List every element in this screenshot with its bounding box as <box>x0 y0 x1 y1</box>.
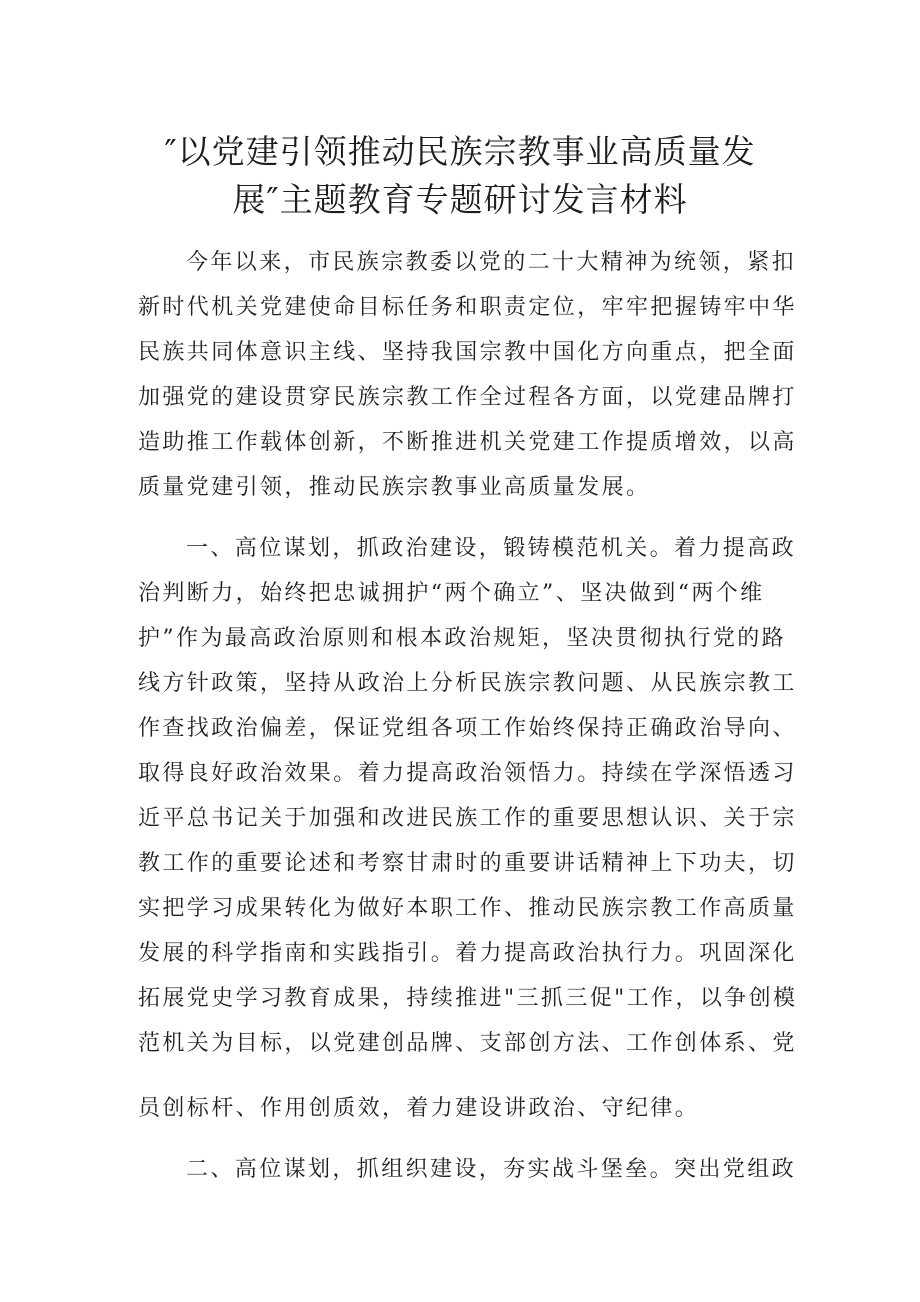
text-line: 今年以来，市民族宗教委以党的二十大精神为统领，紧扣 <box>186 250 797 275</box>
text-line: 作查找政治偏差，保证党组各项工作始终保持正确政治导向、 <box>138 716 797 741</box>
text-line: 二、高位谋划，抓组织建设，夯实战斗堡垒。突出党组政 <box>186 1157 797 1182</box>
text-line: 发展的科学指南和实践指引。着力提高政治执行力。巩固深化 <box>138 941 797 966</box>
text-line: 治判断力，始终把忠诚拥护“两个确立”、坚决做到“两个维 <box>138 581 765 606</box>
text-line: 加强党的建设贯穿民族宗教工作全过程各方面，以党建品牌打 <box>138 385 797 410</box>
text-line: 拓展党史学习教育成果，持续推进"三抓三促"工作，以争创模 <box>138 986 798 1011</box>
text-line: 质量党建引领，推动民族宗教事业高质量发展。 <box>138 475 651 500</box>
text-line: 护”作为最高政治原则和根本政治规矩，坚决贯彻执行党的路 <box>138 626 787 651</box>
text-line: 线方针政策，坚持从政治上分析民族宗教问题、从民族宗教工 <box>138 671 797 696</box>
text-line: 新时代机关党建使命目标任务和职责定位，牢牢把握铸牢中华 <box>138 295 797 320</box>
paragraph-section-1 <box>138 526 798 1131</box>
paragraph-section-2 <box>138 1147 798 1192</box>
document-body <box>138 240 798 1192</box>
line-gap <box>138 1066 798 1086</box>
text-line: 造助推工作载体创新，不断推进机关党建工作提质增效，以高 <box>138 430 797 455</box>
title-line: ″以党建引领推动民族宗教事业高质量发 <box>164 132 756 171</box>
document-title <box>120 128 800 224</box>
text-line: 取得良好政治效果。着力提高政治领悟力。持续在学深悟透习 <box>138 761 797 786</box>
text-line: 实把学习成果转化为做好本职工作、推动民族宗教工作高质量 <box>138 896 797 921</box>
text-line: 员创标杆、作用创质效，着力建设讲政治、守纪律。 <box>138 1096 700 1121</box>
title-line: 展″主题教育专题研讨发言材料 <box>232 180 688 219</box>
text-line: 近平总书记关于加强和改进民族工作的重要思想认识、关于宗 <box>138 806 797 831</box>
text-line: 民族共同体意识主线、坚持我国宗教中国化方向重点，把全面 <box>138 340 797 365</box>
paragraph-intro <box>138 240 798 510</box>
text-line: 范机关为目标，以党建创品牌、支部创方法、工作创体系、党 <box>138 1031 797 1056</box>
text-line: 一、高位谋划，抓政治建设，锻铸模范机关。着力提高政 <box>186 536 797 561</box>
text-line: 教工作的重要论述和考察甘肃时的重要讲话精神上下功夫，切 <box>138 851 797 876</box>
